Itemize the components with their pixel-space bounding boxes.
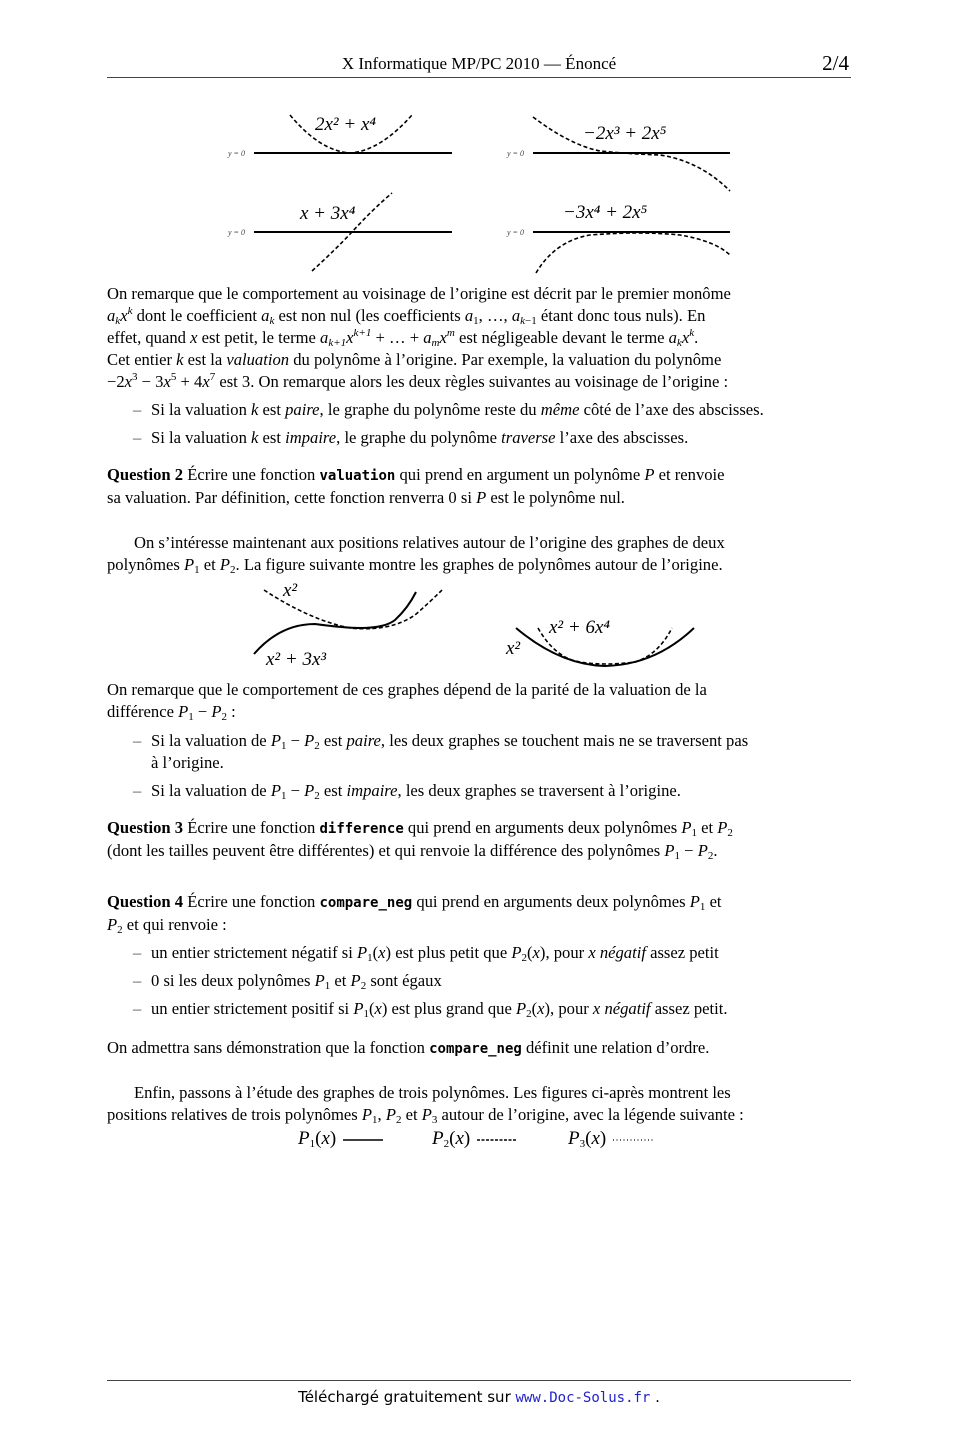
legend-dashed-line (475, 1135, 519, 1145)
curve-label: x² (506, 638, 521, 659)
list-item-positive: – un entier strictement positif si $P_1(x)$ est plus grand que $P_2(x)$, pour x négatif assez petit. (133, 999, 728, 1020)
list-item-rule-paire: – Si la valuation k est paire, le graphe du polynôme reste du même côté de l’axe des abscisses. (133, 400, 764, 419)
question-label: Question 2 (107, 465, 184, 484)
legend-solid-line (341, 1135, 385, 1145)
paragraph-relative-positions: On s’intéresse maintenant aux positions relatives autour de l’origine des graphes de deux polynômes $P_1$ et $P_2$. La figure suivante montre les graphes de polynômes autour de l’origine. (107, 533, 725, 576)
question-2: Question 2 Écrire une fonction valuation qui prend en argument un polynôme P et renvoie sa valuation. Par définition, cette fonction renverra 0 si P est le polynôme nul. (107, 465, 725, 507)
curve-label: x + 3x⁴ (300, 203, 356, 224)
list-item-equal: – 0 si les deux polynômes $P_1$ et $P_2$ sont égaux (133, 971, 442, 992)
axis-label-y0: y = 0 (507, 228, 524, 237)
legend-p3: $P_3(x)$ (568, 1128, 655, 1150)
page-number: 2/4 (822, 51, 849, 75)
curve-label: −2x³ + 2x⁵ (583, 123, 667, 144)
footer-rule (107, 1380, 851, 1381)
list-item-negative: – un entier strictement négatif si $P_1(x)$ est plus petit que $P_2(x)$, pour x négatif assez petit (133, 943, 719, 964)
question-label: Question 3 (107, 818, 184, 837)
curve-label: x² (283, 580, 298, 601)
list-item-parity-paire: – Si la valuation de $P_1 - P_2$ est paire, les deux graphes se touchent mais ne se traversent pas à l’origine. (133, 731, 749, 772)
list-item-parity-impaire: – Si la valuation de $P_1 - P_2$ est impaire, les deux graphes se traversent à l’origine. (133, 781, 681, 802)
paragraph-three-polynomials: Enfin, passons à l’étude des graphes de trois polynômes. Les figures ci-après montrent les positions relatives de trois polynômes $P_1$, $P_2$ et $P_3$ autour de l’origine, avec la légende suivante : (107, 1083, 744, 1126)
page-footer: Téléchargé gratuitement sur www.Doc-Solus.fr . (298, 1388, 660, 1406)
axis-label-y0: y = 0 (507, 149, 524, 158)
axis-label-y0: y = 0 (228, 228, 245, 237)
function-name: compare_neg (429, 1041, 522, 1057)
paragraph-order-relation: On admettra sans démonstration que la fonction compare_neg définit une relation d’ordre. (107, 1038, 710, 1057)
curve-label: 2x² + x⁴ (315, 114, 376, 135)
page-header (107, 51, 851, 78)
curve-label: x² + 6x⁴ (549, 617, 610, 638)
curve-dashed (536, 233, 730, 273)
doc-solus-link[interactable]: www.Doc-Solus.fr (515, 1390, 651, 1406)
curve-label: x² + 3x³ (266, 649, 327, 670)
question-3: Question 3 Écrire une fonction difference qui prend en arguments deux polynômes $P_1$ et $P_2$ (dont les tailles peuvent être différentes) et qui renvoie la différence des polynômes $P_1 - P_2$. (107, 818, 733, 862)
legend-p1: $P_1(x)$ (298, 1128, 385, 1150)
paragraph-parity: On remarque que le comportement de ces graphes dépend de la parité de la valuation de la différence $P_1 - P_2$ : (107, 680, 707, 723)
function-name: difference (319, 821, 404, 837)
paragraph-valuation-intro: On remarque que le comportement au voisinage de l’origine est décrit par le premier monôme $a_kx^k$ dont le coefficient $a_k$ est non nul (les coefficients $a_1$, …, $a_{k-1}$ étant donc tous nuls). En effet, quand x est petit, le terme $a_{k+1}x^{k+1}$ + … + $a_mx^m$ est négligeable devant le terme $a_kx^k$. Cet entier k est la valuation du polynôme à l’origine. Par exemple, la valuation du polynôme $-2x^3 - 3x^5 + 4x^7$ est 3. On remarque alors les deux règles suivantes au voisinage de l’origine : (107, 284, 731, 391)
question-label: Question 4 (107, 892, 184, 911)
curve-x2-3x3-solid (254, 592, 416, 654)
list-item-rule-impaire: – Si la valuation k est impaire, le graphe du polynôme traverse l’axe des abscisses. (133, 428, 689, 447)
question-4: Question 4 Écrire une fonction compare_neg qui prend en arguments deux polynômes $P_1$ et $P_2$ et qui renvoie : (107, 892, 722, 936)
panel-neg3x4-2x5 (533, 232, 730, 273)
header-rule (107, 77, 851, 78)
curve-label: −3x⁴ + 2x⁵ (563, 202, 648, 223)
axis-label-y0: y = 0 (228, 149, 245, 158)
function-name: valuation (319, 468, 396, 484)
legend-dotted-line (611, 1135, 655, 1145)
function-name: compare_neg (319, 895, 413, 911)
header-title: X Informatique MP/PC 2010 — Énoncé (341, 54, 617, 73)
legend-p2: $P_2(x)$ (432, 1128, 519, 1150)
